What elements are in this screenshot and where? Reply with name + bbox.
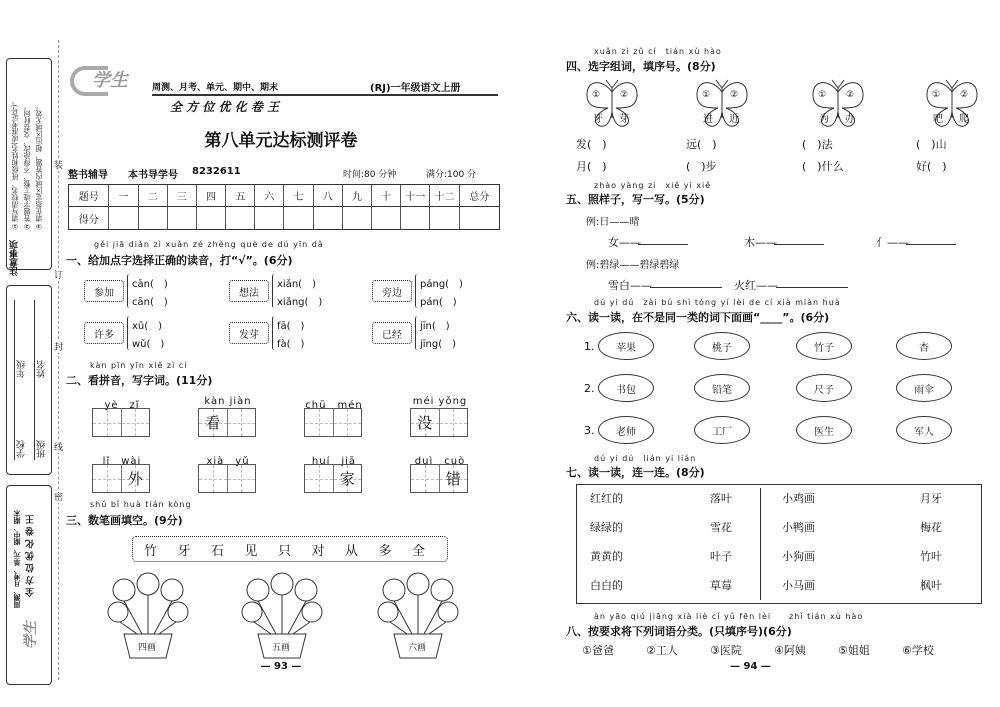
q2-char-cell[interactable]: [228, 409, 256, 436]
class-label: 班级: [37, 440, 47, 458]
q2-writing-grid: [304, 408, 362, 437]
q5-example-2: 例:碧绿——碧绿碧绿: [586, 260, 680, 271]
left-page: [62, 0, 500, 707]
q6-word-oval[interactable]: 尺子: [796, 374, 852, 402]
page-number-94: — 94 —: [730, 661, 771, 672]
q2-writing-grid: [198, 408, 256, 437]
q8-word: ②工人: [646, 644, 678, 657]
q6-heading: 六、读一读，在不是同一类的词下面画“____”。(6分): [566, 311, 830, 324]
score-input-cell[interactable]: [401, 207, 430, 229]
q8-word: ④阿姨: [774, 644, 806, 657]
q4-char-a: 为: [819, 114, 829, 125]
score-header-cell: 八: [314, 185, 343, 206]
q6-word-oval[interactable]: 军人: [896, 416, 952, 444]
q6-row-number: 1.: [584, 340, 595, 353]
q1-pinyin: gěi jiā diǎn zì xuǎn zé zhèng què de dú yīn dǎ: [94, 240, 324, 249]
q4-heading: 四、选字组词，填序号。(8分): [566, 60, 716, 73]
q3-char: 见: [244, 544, 258, 559]
q5-prompt: 木——: [744, 236, 777, 249]
score-header-cell: 三: [168, 185, 197, 206]
score-input-cell[interactable]: [255, 207, 284, 229]
q8-word: ⑤姐姐: [838, 644, 870, 657]
q4-blank-1[interactable]: 发( ): [576, 138, 607, 151]
q1-word-box: 许多: [84, 322, 124, 344]
q7-left-word[interactable]: 红红的: [590, 492, 623, 505]
q4-num-1: ①: [592, 90, 601, 100]
q4-blank-2[interactable]: ( )什么: [802, 160, 844, 173]
q3-pinyin: shǔ bǐ huà tián kòng: [90, 500, 192, 509]
notes-text-2: ②答题字迹工整、不得涂改、交卷时间。: [23, 103, 31, 230]
q3-char: 从: [345, 544, 359, 559]
q6-word-oval[interactable]: 雨伞: [896, 374, 952, 402]
score-header-cell: 六: [255, 185, 284, 206]
q1-option[interactable]: cān( ): [132, 297, 168, 308]
q6-word-oval[interactable]: 工厂: [694, 416, 750, 444]
q2-pinyin-label: huí jiā: [311, 456, 357, 467]
q4-pinyin: xuǎn zì zǔ cí tián xù hào: [594, 47, 722, 56]
q4-num-2: ②: [620, 90, 629, 100]
score-input-cell[interactable]: [109, 207, 138, 229]
q2-pinyin-label: duì cuò: [414, 456, 466, 467]
q1-option[interactable]: cān( ): [132, 279, 168, 290]
score-header-cell: 十: [372, 185, 401, 206]
q1-option[interactable]: jīng( ): [420, 339, 457, 350]
q2-char-cell[interactable]: [334, 409, 362, 436]
q8-word: ③医院: [710, 644, 742, 657]
q7-right-match[interactable]: 月牙: [920, 492, 942, 505]
q1-option[interactable]: xǔ( ): [132, 321, 163, 332]
q7-left-match[interactable]: 落叶: [710, 492, 732, 505]
score-header-cell: 二: [139, 185, 168, 206]
q6-pinyin: dú yi dú zài bú shì tóng yí lèi de cí xià miàn huà: [594, 298, 841, 307]
q4-blank-1[interactable]: ( )法: [802, 138, 833, 151]
q1-heading: 一、给加点字选择正确的读音，打“√”。(6分): [66, 254, 293, 267]
q7-right-match[interactable]: 梅花: [920, 521, 942, 534]
q4-num-2: ②: [730, 90, 739, 100]
info-code-label: 本书导学号: [128, 170, 178, 181]
info-code: 8232611: [192, 166, 241, 177]
q8-heading: 八、按要求将下列词语分类。(只填序号)(6分): [566, 625, 792, 638]
q1-word-box: 发芽: [229, 322, 269, 344]
q5-example-1: 例:日——晴: [586, 217, 640, 228]
q2-pinyin-label: yè zǐ: [104, 400, 140, 411]
score-header-cell: 十一: [401, 185, 430, 206]
q2-pinyin-label: xià yǔ: [206, 456, 250, 467]
q3-pot-label: 四画: [138, 643, 157, 653]
q5-heading: 五、照样子，写一写。(5分): [566, 193, 705, 206]
q4-num-2: ②: [960, 90, 969, 100]
q2-char: 外: [127, 470, 143, 488]
score-input-cell[interactable]: [197, 207, 226, 229]
q3-char: 对: [311, 544, 325, 559]
score-header-cell: 九: [343, 185, 372, 206]
q2-pinyin: kàn pīn yīn xiě zì cí: [90, 361, 188, 370]
q5-prompt: 女——: [608, 236, 641, 249]
q2-char: 错: [445, 470, 461, 488]
notes-text-3: ③请在指定区域内答题，超出区域无效。: [35, 103, 43, 230]
q2-char-cell: [440, 465, 468, 492]
q7-right-match[interactable]: 枫叶: [920, 579, 942, 592]
q4-char-a: 进: [703, 114, 713, 125]
q2-char: 看: [205, 414, 221, 432]
q1-option[interactable]: xiǎng( ): [277, 297, 323, 308]
q6-word-oval[interactable]: 医生: [796, 416, 852, 444]
q6-row-number: 3.: [584, 424, 595, 437]
q2-writing-grid: [410, 464, 468, 493]
q2-char-cell[interactable]: [93, 465, 122, 492]
q4-char-a: 牙: [593, 114, 603, 125]
score-input-cell[interactable]: [430, 207, 459, 229]
q1-word-box: 参加: [84, 280, 124, 302]
q7-right-word[interactable]: 小鸡画: [782, 492, 815, 505]
q6-word-oval[interactable]: 铅笔: [694, 374, 750, 402]
q1-option[interactable]: jīn( ): [420, 321, 450, 332]
score-input-cell[interactable]: [139, 207, 168, 229]
q7-left-match[interactable]: 草莓: [710, 579, 732, 592]
q2-pinyin-label: lǐ wài: [102, 456, 142, 467]
q1-option[interactable]: fā( ): [277, 321, 305, 332]
q2-char-cell: [411, 409, 440, 436]
seal-char-3: 线: [54, 440, 63, 453]
q3-char: 石: [211, 544, 225, 559]
q4-char-b: 办: [845, 114, 855, 125]
q2-char: 没: [417, 414, 433, 432]
score-table: [68, 184, 500, 230]
score-input-cell[interactable]: [372, 207, 401, 229]
q4-char-b: 近: [729, 114, 739, 125]
page-number-93: — 93 —: [260, 661, 302, 672]
score-input-cell[interactable]: [168, 207, 197, 229]
q5-prompt: 亻——: [876, 236, 909, 249]
score-input-cell[interactable]: [343, 207, 372, 229]
margin-brand-slogan: 全 方 位 优 化 卷 王: [26, 515, 36, 597]
q5-answer-line[interactable]: [650, 287, 722, 288]
q5-prompt-2: 火红——: [734, 279, 778, 292]
q7-right-word[interactable]: 小鸭画: [782, 521, 815, 534]
info-full: 满分:100 分: [426, 170, 477, 180]
q2-char-cell: [334, 465, 362, 492]
score-input-cell[interactable]: [314, 207, 343, 229]
header-slogan: 全 方 位 优 化 卷 王: [170, 100, 280, 114]
q5-answer-line[interactable]: [906, 244, 956, 245]
q7-left-match[interactable]: 叶子: [710, 550, 732, 563]
q1-word-box: 旁边: [372, 280, 412, 302]
q4-char-b: 芽: [619, 114, 629, 125]
q6-word-oval[interactable]: 杏: [896, 332, 952, 360]
score-header-cell: 总分: [469, 192, 490, 203]
q1-word-box: 想法: [229, 280, 269, 302]
q2-pinyin-label: kàn jiàn: [204, 396, 252, 407]
q5-pinyin: zhào yàng zi xiě yi xiě: [594, 181, 712, 190]
page-title: 第八单元达标测评卷: [204, 131, 358, 151]
logo-text: 学生: [92, 70, 128, 91]
q7-right-word[interactable]: 小马画: [782, 579, 815, 592]
q7-left-match[interactable]: 雪花: [710, 521, 732, 534]
q3-pot-label: 五画: [272, 643, 291, 653]
q6-word-oval[interactable]: 书包: [598, 374, 654, 402]
q7-left-word[interactable]: 绿绿的: [590, 521, 623, 534]
q2-char: 家: [339, 470, 355, 488]
right-page: [520, 0, 1000, 707]
seal-char-4: 封: [54, 340, 63, 353]
q2-char-cell: [199, 409, 228, 436]
q2-char-cell[interactable]: [199, 465, 228, 492]
q6-word-oval[interactable]: 老师: [598, 416, 654, 444]
header-series: 周测、月考、单元、期中、期末: [152, 83, 279, 93]
q8-word: ⑥学校: [902, 644, 934, 657]
q4-blank-2[interactable]: 好( ): [916, 160, 947, 173]
q7-heading: 七、读一读，连一连。(8分): [566, 466, 705, 479]
q4-char-b: 爬: [959, 114, 969, 125]
grade-label: 年级: [17, 360, 27, 378]
q6-word-oval[interactable]: 竹子: [796, 332, 852, 360]
q2-writing-grid: [198, 464, 256, 493]
score-input-cell[interactable]: [460, 207, 499, 229]
q1-word-box: 已经: [372, 322, 412, 344]
score-label-cell: 得分: [69, 207, 109, 229]
q8-pinyin: àn yāo qiú jiāng xià liè cí yǔ fēn lèi zhǐ tián xù hào: [594, 612, 864, 621]
q2-char-cell: [122, 465, 150, 492]
q3-char: 多: [378, 544, 392, 559]
q2-heading: 二、看拼音，写字词。(11分): [66, 374, 213, 387]
score-header-cell: 五: [226, 185, 255, 206]
q2-writing-grid: [92, 408, 150, 437]
q3-char: 牙: [177, 544, 191, 559]
info-guide: 整书辅导: [68, 170, 108, 181]
seal-char-5: 密: [54, 490, 63, 503]
margin-brand-series: 周测、月考、单元、期中、期末: [13, 510, 21, 608]
q4-num-1: ①: [932, 90, 941, 100]
school-label: 学校: [17, 440, 27, 458]
score-input-cell[interactable]: [226, 207, 255, 229]
q3-char: 全: [412, 544, 426, 559]
q7-pinyin: dú yi dú lián yi lián: [594, 454, 697, 463]
info-time: 时间:80 分钟: [343, 170, 397, 180]
seal-char-1: 装: [54, 158, 63, 171]
q6-row-number: 2.: [584, 382, 595, 395]
q2-writing-grid: [410, 408, 468, 437]
name-label: 姓名: [37, 360, 47, 378]
q7-left-word[interactable]: 白白的: [590, 579, 623, 592]
q2-char-cell[interactable]: [305, 409, 334, 436]
score-header-cell: 七: [284, 185, 313, 206]
margin-logo: 学生: [23, 621, 39, 649]
q2-char-cell[interactable]: [93, 409, 122, 436]
q4-char-a: 吧: [933, 114, 943, 125]
q4-num-1: ①: [818, 90, 827, 100]
score-header-cell: 题号: [69, 185, 109, 206]
q4-num-2: ②: [846, 90, 855, 100]
q2-char-cell[interactable]: [440, 409, 468, 436]
q5-prompt-2: 雪白——: [608, 279, 652, 292]
q5-answer-line[interactable]: [776, 287, 848, 288]
q4-blank-1[interactable]: ( )山: [916, 138, 947, 151]
q2-char-cell[interactable]: [228, 465, 256, 492]
q2-pinyin-label: chū mén: [305, 400, 363, 411]
q2-char-cell[interactable]: [305, 465, 334, 492]
q1-option[interactable]: xiǎn( ): [277, 279, 316, 290]
score-input-cell[interactable]: [284, 207, 313, 229]
q7-left-word[interactable]: 黄黄的: [590, 550, 623, 563]
header-book: (RJ)一年级语文上册: [370, 83, 461, 94]
q3-heading: 三、数笔画填空。(9分): [66, 514, 183, 527]
q1-option[interactable]: wǔ( ): [132, 339, 165, 350]
q3-pot-label: 六画: [408, 643, 427, 653]
q4-blank-2[interactable]: ( )步: [686, 160, 717, 173]
q3-char: 只: [278, 544, 292, 559]
brand-logo: [70, 62, 128, 100]
q2-char-cell[interactable]: [411, 465, 440, 492]
q2-pinyin-label: méi yǒng: [412, 396, 468, 407]
q7-right-word[interactable]: 小狗画: [782, 550, 815, 563]
q6-word-oval[interactable]: 苹果: [598, 332, 654, 360]
notes-text-1: ①请写清校名、班级和姓名(或准考证号)。: [11, 97, 19, 230]
q4-blank-2[interactable]: 月( ): [576, 160, 607, 173]
q5-answer-line[interactable]: [774, 244, 824, 245]
q4-blank-1[interactable]: 远( ): [686, 138, 717, 151]
q8-word: ①爸爸: [582, 644, 614, 657]
seal-char-2: 订: [54, 268, 63, 281]
score-header-cell: 十二: [430, 185, 459, 206]
q2-char-cell[interactable]: [122, 409, 150, 436]
q6-word-oval[interactable]: 桃子: [694, 332, 750, 360]
score-header-cell: 四: [197, 185, 226, 206]
binding-margin: [0, 0, 62, 707]
q3-char: 竹: [144, 544, 158, 559]
q4-num-1: ①: [702, 90, 711, 100]
q1-option[interactable]: fà( ): [277, 339, 305, 350]
notes-title: 注意事项: [10, 240, 20, 276]
q5-answer-line[interactable]: [638, 244, 688, 245]
q2-writing-grid: [92, 464, 150, 493]
q7-right-match[interactable]: 竹叶: [920, 550, 942, 563]
q1-option[interactable]: pán( ): [420, 297, 457, 308]
q1-option[interactable]: páng( ): [420, 279, 463, 290]
score-header-cell: 一: [109, 185, 138, 206]
q2-writing-grid: [304, 464, 362, 493]
